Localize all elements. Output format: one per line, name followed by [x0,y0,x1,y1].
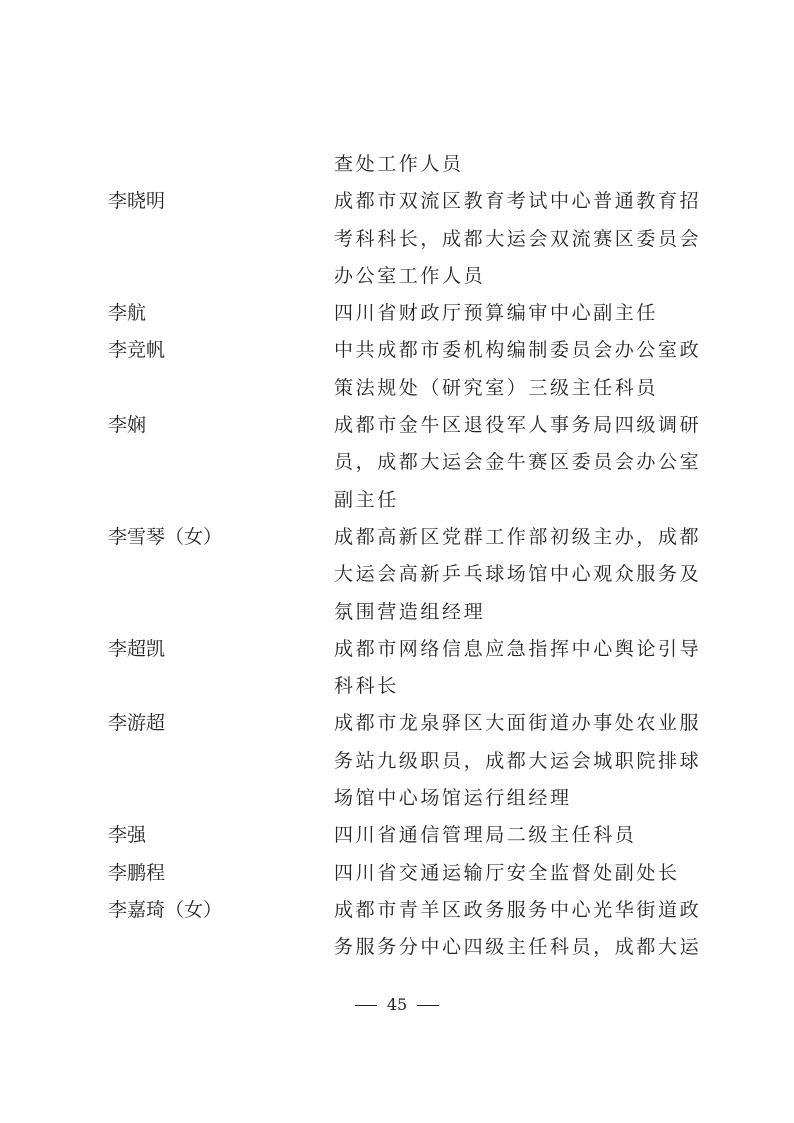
position-line: 氛围营造组经理 [334,600,486,623]
position-line: 成都高新区党群工作部初级主办，成都 [334,525,702,548]
person-position [334,146,696,183]
list-item [108,295,708,332]
list-item [108,407,708,519]
position-line: 成都市青羊区政务服务中心光华街道政 [334,898,702,921]
person-position [334,295,696,332]
person-name: 李强 [108,824,147,847]
person-position [334,631,702,706]
person-name: 李嘉琦（女） [108,898,223,921]
position-line: 成都市金牛区退役军人事务局四级调研 [334,414,702,437]
list-item [108,146,708,183]
person-name: 李晓明 [108,190,166,213]
person-position [334,183,702,295]
position-line: 科科长 [334,675,399,698]
list-item [108,183,708,295]
position-line: 务站九级职员，成都大运会城职院排球 [334,749,702,772]
position-line: 成都市双流区教育考试中心普通教育招 [334,190,702,213]
list-item [108,817,708,854]
list-item [108,705,708,817]
person-position [334,855,696,892]
person-position [334,892,702,967]
person-name: 李鹏程 [108,861,166,884]
list-item [108,631,708,706]
position-line: 成都市网络信息应急指挥中心舆论引导 [334,637,702,660]
list-item [108,332,708,407]
position-line: 大运会高新乒乓球场馆中心观众服务及 [334,563,702,586]
list-item [108,892,708,967]
person-name: 李娴 [108,414,147,437]
person-name: 李游超 [108,712,166,735]
position-line: 考科科长，成都大运会双流赛区委员会 [334,227,702,250]
person-position [334,817,696,854]
dash-left [355,1005,377,1006]
person-position [334,332,702,407]
position-line: 场馆中心场馆运行组经理 [334,787,572,810]
person-position [334,407,702,519]
person-name: 李航 [108,302,147,325]
person-name: 李雪琴（女） [108,525,223,548]
page-number-text: 45 [386,995,408,1014]
personnel-list [108,146,708,967]
position-line: 四川省财政厅预算编审中心副主任 [334,302,659,325]
list-item [108,855,708,892]
position-line: 办公室工作人员 [334,264,486,287]
person-name: 李超凯 [108,637,166,660]
person-name: 李竞帆 [108,339,166,362]
page-number [0,993,794,1017]
position-line: 策法规处（研究室）三级主任科员 [334,376,659,399]
person-position [334,519,702,631]
list-item [108,519,708,631]
position-line: 查处工作人员 [334,153,464,175]
position-line: 务服务分中心四级主任科员，成都大运 [334,936,702,959]
position-line: 成都市龙泉驿区大面街道办事处农业服 [334,712,702,735]
position-line: 四川省交通运输厅安全监督处副处长 [334,861,680,884]
person-position [334,705,702,817]
position-line: 副主任 [334,488,399,511]
position-line: 四川省通信管理局二级主任科员 [334,824,637,847]
position-line: 中共成都市委机构编制委员会办公室政 [334,339,702,362]
position-line: 员，成都大运会金牛赛区委员会办公室 [334,451,702,474]
dash-right [417,1005,439,1006]
